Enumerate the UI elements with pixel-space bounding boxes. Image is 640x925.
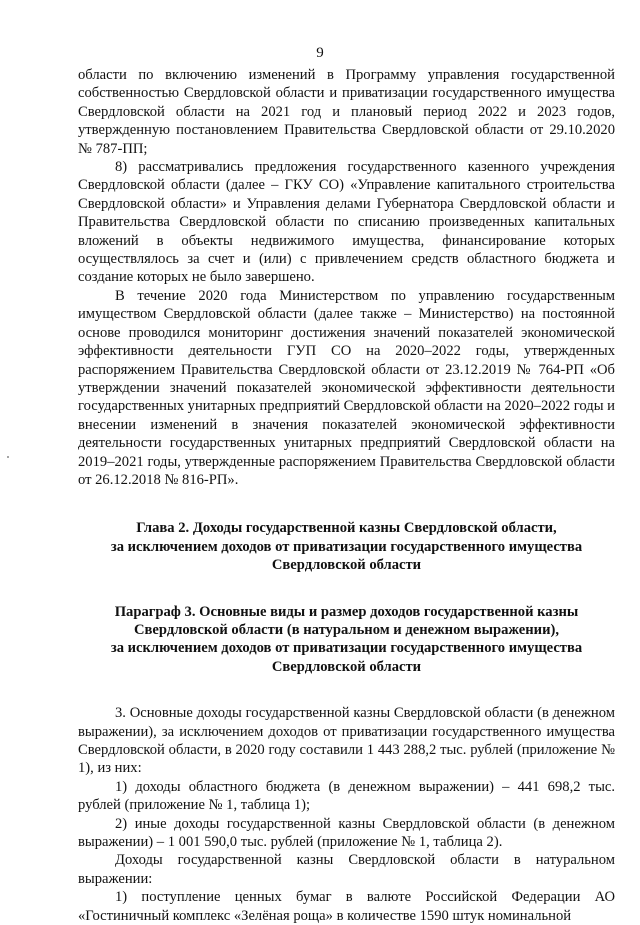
body-paragraph-1: области по включению изменений в Программу управления государственной собственностью Свердловской области и приватизации государственного имущества Свердловской области на 2021 год и плановый период 2022 и 2023 годов, утвержденную постановлением Правительства Свердловской области от 29.10.2020 № 787-ПП; xyxy=(78,67,615,157)
body-paragraph-4: 3. Основные доходы государственной казны Свердловской области (в денежном выражении), за исключением доходов от приватизации государственного имущества Свердловской области, в 2020 году составили 1 443 288,2 тыс. рублей (приложение № 1), из них: xyxy=(78,705,615,777)
paragraph-heading-line-3: за исключением доходов от приватизации государственного имущества xyxy=(110,640,583,657)
paragraph-heading-line-2: Свердловской области (в натуральном и денежном выражении), xyxy=(134,621,559,638)
chapter-heading-line-2: за исключением доходов от приватизации государственного имущества xyxy=(110,538,583,555)
body-paragraph-7: Доходы государственной казны Свердловской области в натуральном выражении: xyxy=(78,852,615,887)
margin-mark xyxy=(7,456,9,458)
body-paragraph-6: 2) иные доходы государственной казны Свердловской области (в денежном выражении) – 1 001 590,0 тыс. рублей (приложение № 1, таблица 2). xyxy=(78,815,615,851)
chapter-heading-line-1: Глава 2. Доходы государственной казны Свердловской области, xyxy=(136,520,557,537)
body-paragraph-3: В течение 2020 года Министерством по управлению государственным имуществом Свердловской области (далее также – Министерство) на постоянной основе проводился мониторинг достижения значений показателей экономической эффективности деятельности ГУП СО на 2020–2022 годы, утвержденных распоряжением Правительства Свердловской области от 23.12.2019 № 764-РП «Об утверждении значений показателей экономической эффективности деятельности государственных унитарных предприятий Свердловской области на 2020–2022 годы и внесении изменений в значения показателей экономической эффективности деятельности государственных унитарных предприятий Свердловской области на 2019–2021 годы, утвержденные распоряжением Правительства Свердловской области от 26.12.2018 № 816-РП». xyxy=(78,287,615,488)
body-paragraph-2: 8) рассматривались предложения государственного казенного учреждения Свердловской области (далее – ГКУ СО) «Управление капитального строительства Свердловской области» и Управления делами Губернатора Свердловской области и Правительства Свердловской области по списанию произведенных капитальных вложений в объекты недвижимого имущества, финансирование которых осуществлялось за счет и (или) с привлечением средств областного бюджета и создание которых не было завершено. xyxy=(78,159,615,286)
chapter-heading-line-3: Свердловской области xyxy=(271,557,422,574)
paragraph-heading-line-4: Свердловской области xyxy=(271,658,422,675)
paragraph-heading-line-1: Параграф 3. Основные виды и размер доходов государственной казны xyxy=(114,603,579,620)
chapter-heading xyxy=(78,519,615,574)
body-paragraph-5: 1) доходы областного бюджета (в денежном выражении) – 441 698,2 тыс. рублей (приложение № 1, таблица 1); xyxy=(78,778,615,814)
paragraph-heading xyxy=(78,603,615,677)
body-paragraph-8: 1) поступление ценных бумаг в валюте Российской Федерации АО «Гостиничный комплекс «Зелёная роща» в количестве 1590 штук номинальной xyxy=(78,889,615,924)
document-body xyxy=(78,66,615,925)
page-number: 9 xyxy=(316,45,324,61)
